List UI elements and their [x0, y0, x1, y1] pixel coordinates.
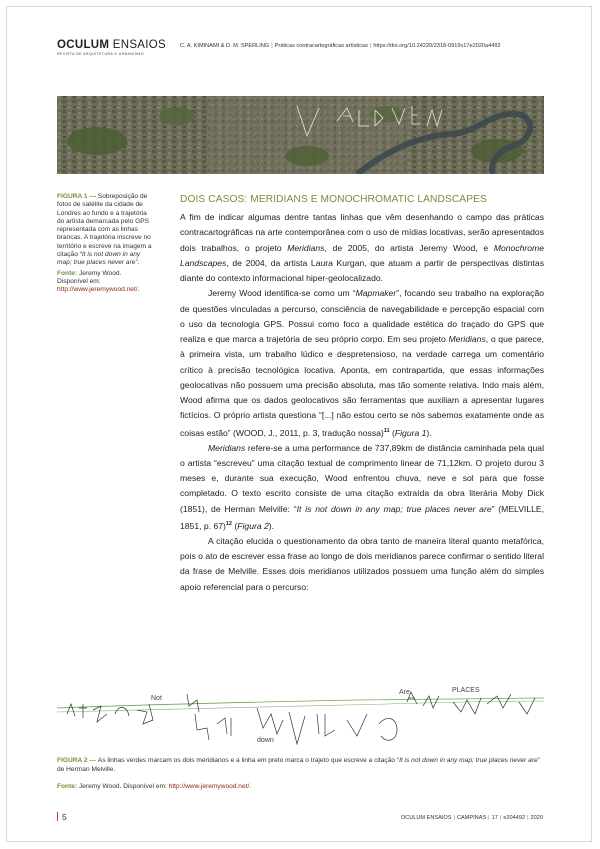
p2-text-i: ). [426, 427, 432, 438]
p1-text-c: , de 2005, do artista Jeremy Wood, e [324, 242, 494, 253]
p3-text-h: ). [268, 520, 275, 531]
p2-text-e: , o que parece, à primeira vista, um trabalho lúdico e despretensioso, na verdade carrega um comentário crítico à precisão tecnológica locativa. Aponta, em contrapartida, que essas informações geolocativas não possuem uma precisão absoluta, mas tão somente relativa. Indo mais além, Wood afirma que os dados geolocativos são ferramentas que auxiliam a apresentar lugares fictícios. O próprio artista questiona “[...] não estou certo se nós sabemos exatamente onde as coisas estão” (WOOD, J., 2011, p. 3, tradução nossa) [180, 334, 544, 438]
figure1-caption-text: Sobreposição de fotos de satélite da cidade de Londres ao fundo e a trajetória do artista demarcada pelo GPS representada com as linhas brancas. A trajetória inscreve no território e escreve na imagem a citação [57, 193, 152, 259]
folio-bar [57, 812, 58, 821]
running-head: C. A. KIMINAMI & D. M. SPERLING | Práticas contracartográficas artísticas | https://doi.org/10.24220/2318-0919v17e2020a4492 [180, 43, 501, 49]
figure1-source-end: . [137, 286, 140, 294]
figure1-quote: “It is not down in any map; true places never are” [57, 251, 141, 267]
p2-text-c: ”, focando seu trabalho na exploração de questões vinculadas a percurso, consciência de navegabilidade e percepção espacial com o uso da tecnologia GPS. Possui como foco a qualidade estética do traçado do GPS que realiza e que marca a trajetória de seu próprio corpo. Em seu projeto [180, 288, 545, 344]
footer-year: 2020 [530, 815, 543, 821]
p3-quote: It is not down in any map; true places never are [296, 503, 492, 514]
figure1-source-label: Fonte: [57, 269, 79, 277]
footer-city: CAMPINAS [456, 815, 487, 821]
p2-text-g: ( [389, 427, 395, 438]
footer-volume: 17 [491, 815, 498, 821]
footnote-ref-11[interactable]: 11 [383, 427, 390, 434]
p3-figure-ref[interactable]: Figura 2 [237, 520, 269, 531]
trace-word-not: Not [151, 695, 162, 702]
footer-journal: OCULUM ENSAIOS [400, 815, 452, 821]
journal-logo [57, 39, 166, 56]
figure2-quote: It is not down in any map; true places never are [399, 757, 538, 764]
logo-bold: OCULUM [57, 39, 110, 51]
p2-figure-ref[interactable]: Figura 1 [394, 427, 427, 438]
paragraph-2 [180, 286, 544, 440]
logo-subtitle: REVISTA DE ARQUITETURA E URBANISMO [57, 52, 145, 56]
figure1-label: FIGURA 1 — [57, 193, 98, 200]
figure1-caption [57, 193, 152, 295]
body-text [180, 210, 544, 595]
p1-text-e: , de 2004, da artista Laura Kurgan, que atuam a partir de perspectivas distintas diante do contexto informacional hiper-geolocalizado. [180, 257, 544, 283]
figure1-source-text: Jeremy Wood. Disponível em: [57, 269, 122, 285]
gps-trace-graphic [57, 684, 544, 750]
figure2-caption-end: ” de Herman Melville. [57, 757, 540, 773]
trace-word-down: down [257, 737, 274, 744]
figure2-source-link[interactable]: http://www.jeremywood.net/ [168, 783, 250, 790]
p2-meridians: Meridians [448, 334, 486, 344]
figure2-gps-drawing [57, 684, 544, 750]
trace-word-places: PLACES [452, 687, 480, 694]
footnote-ref-12[interactable]: 12 [225, 520, 232, 527]
running-head-doi[interactable]: https://doi.org/10.24220/2318-0919v17e2020a4492 [373, 43, 501, 49]
figure2-caption [57, 757, 544, 774]
figure1-satellite-image [57, 96, 544, 174]
paragraph-3 [180, 441, 544, 534]
running-head-authors: C. A. KIMINAMI & D. M. SPERLING [180, 43, 270, 49]
running-head-title: Práticas contracartográficas artísticas [274, 43, 368, 49]
figure2-label: FIGURA 2 — [57, 757, 98, 764]
p1-meridians: Meridians [287, 242, 325, 253]
section-heading: DOIS CASOS: MERIDIANS E MONOCHROMATIC LANDSCAPES [180, 194, 487, 205]
p1-text-a: A fim de indicar algumas dentre tantas linhas que vêm desenhando o campo das práticas contracartográficas na arte contemporânea com o uso de mídias locativas, serão apresentados dois trabalhos, o projeto [180, 212, 544, 253]
figure2-source-label: Fonte: [57, 783, 79, 790]
satellite-map-graphic [57, 96, 544, 174]
figure2-source [57, 783, 544, 790]
logo-light: ENSAIOS [109, 39, 166, 51]
page-number [57, 812, 67, 822]
figure2-source-text: Jeremy Wood. Disponível em: [78, 783, 169, 790]
paragraph-4: A citação elucida o questionamento da obra tanto de maneira literal quanto metafórica, pois o ato de escrever essa frase ao longo de dois meridianos parece confirmar o sentido literal da frase de Melville. Esses dois meridianos utilizados possuem uma função além do simples apoio referencial para o percurso: [180, 535, 544, 592]
footer-journal-info: OCULUM ENSAIOS | CAMPINAS | 17 | e204492 | 2020 [400, 815, 543, 821]
page-number-text: 5 [62, 812, 67, 822]
figure1-caption-end: . [137, 259, 140, 267]
p1-monochrome-landscapes: Monochrome Landscapes [180, 242, 544, 268]
figure1-source [57, 270, 152, 295]
p3-text-d: ” (MELVILLE, 1851, p. 67) [180, 503, 544, 531]
p3-text-b: refere-se a uma performance de 737,89km de distância caminhada pela qual o artista “escreveu” uma citação textual de comprimento linear de 71,12km. O projeto durou 3 meses e, durante sua execução, Wood enfrentou chuva, neve e sol para que fosse completado. O texto escrito consiste de uma citação extraída da obra literária Moby Dick (1851), de Herman Melville: “ [180, 442, 544, 514]
paragraph-1 [180, 210, 544, 286]
p2-mapmaker: Mapmaker [355, 288, 397, 299]
p3-text-f: ( [232, 520, 238, 531]
figure1-source-link[interactable]: http://www.jeremywood.net/ [57, 286, 138, 294]
footer-article-id: e204492 [503, 815, 526, 821]
p3-meridians: Meridians [208, 442, 246, 453]
trace-word-are: Are [399, 689, 410, 696]
figure2-caption-text: As linhas verdes marcam os dois meridianos e a linha em preto marca o trajeto que escreve a citação “ [97, 757, 400, 764]
p2-text-a: Jeremy Wood identifica-se como um “ [208, 288, 356, 299]
figure2-source-end: . [249, 783, 252, 790]
